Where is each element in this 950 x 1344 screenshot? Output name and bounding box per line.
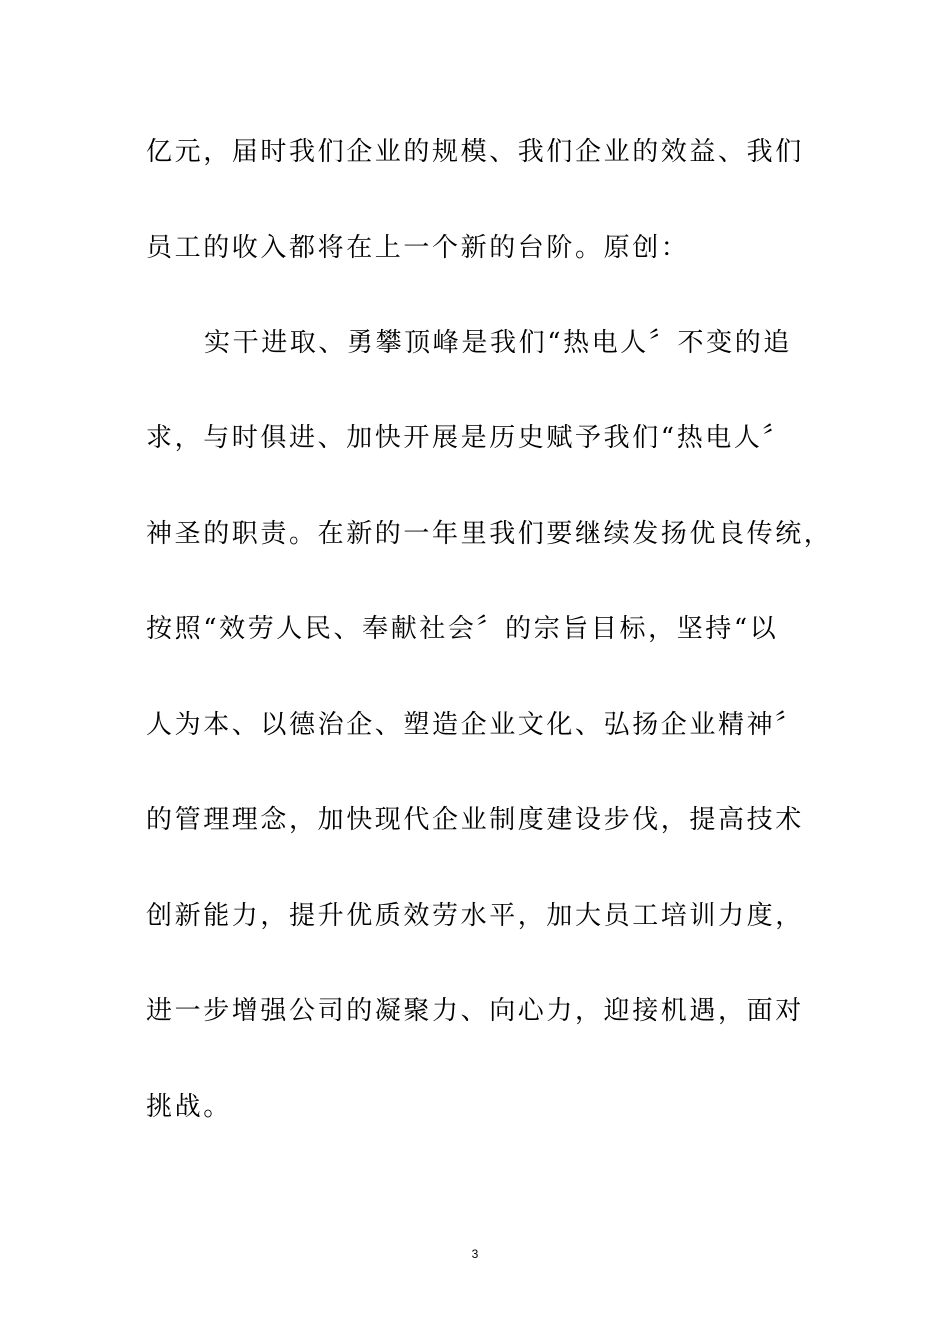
body-text-line: 亿元，届时我们企业的规模、我们企业的效益、我们 xyxy=(146,137,804,167)
paragraph-first-line: 实干进取、勇攀顶峰是我们“热电人〞不变的追 xyxy=(204,328,792,358)
body-text-line: 人为本、以德治企、塑造企业文化、弘扬企业精神〞 xyxy=(146,710,804,740)
page-number: 3 xyxy=(471,1247,479,1261)
body-text-line: 创新能力，提升优质效劳水平，加大员工培训力度， xyxy=(146,901,804,931)
body-text-line: 神圣的职责。在新的一年里我们要继续发扬优良传统， xyxy=(146,519,833,549)
body-text-line: 员工的收入都将在上一个新的台阶。原创： xyxy=(146,233,690,263)
body-text-line: 求，与时俱进、加快开展是历史赋予我们“热电人〞 xyxy=(146,423,792,453)
body-text-line: 的管理理念，加快现代企业制度建设步伐，提高技术 xyxy=(146,805,804,835)
body-text-line: 进一步增强公司的凝聚力、向心力，迎接机遇，面对 xyxy=(146,996,804,1026)
body-text-line: 挑战。 xyxy=(146,1092,232,1122)
body-text-line: 按照“效劳人民、奉献社会〞的宗旨目标，坚持“以 xyxy=(146,614,779,644)
